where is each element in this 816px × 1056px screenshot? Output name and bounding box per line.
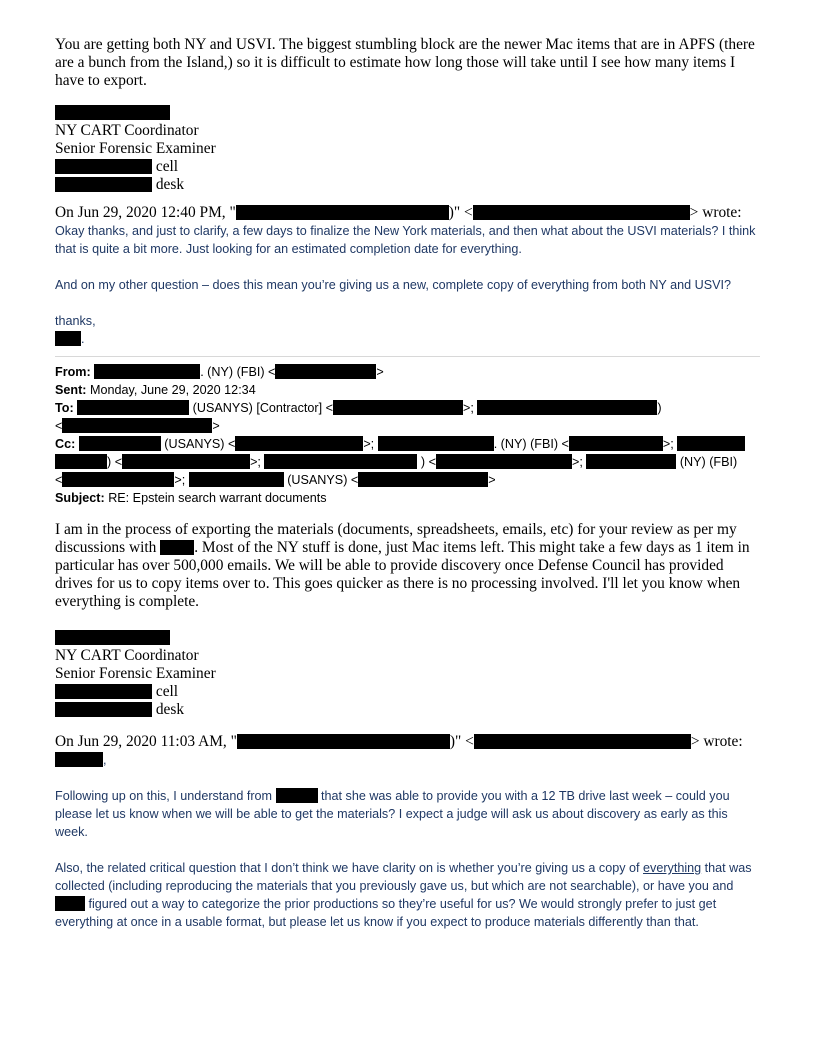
cc-org: (NY) (FBI) xyxy=(679,455,738,469)
redaction xyxy=(473,205,690,220)
cc-org: (USANYS) < xyxy=(287,473,359,487)
cc-line-cont xyxy=(55,471,760,489)
quoted-message xyxy=(55,222,760,348)
redaction xyxy=(62,418,212,433)
to-org: (USANYS) [Contractor] < xyxy=(192,401,333,415)
body-text: . Most of the NY stuff is done, just Mac items left. This might take a few days as 1 item in particular has over 500,000 emails. We will be able to provide discovery once Defense Council has provided drives for us to copy items over to. This goes quicker as there is no processing involved. I'll let you know when everything is complete. xyxy=(55,539,750,610)
quoted-header-suffix: > wrote: xyxy=(690,733,743,750)
signature-subtitle: Senior Forensic Examiner xyxy=(55,665,216,682)
redaction xyxy=(333,400,463,415)
quoted-header-prefix: On Jun 29, 2020 11:03 AM, " xyxy=(55,733,237,750)
redaction xyxy=(77,400,189,415)
phone-label-cell: cell xyxy=(155,158,179,175)
cc-open: ) < xyxy=(107,455,123,469)
quoted-text: Also, the related critical question that I don’t think we have clarity on is whether you’re giving us a copy of xyxy=(55,861,644,875)
quoted-header xyxy=(55,204,760,222)
subject-label: Subject: xyxy=(55,491,105,505)
from-label: From: xyxy=(55,365,91,379)
quoted-header-suffix: > wrote: xyxy=(689,204,742,221)
redaction xyxy=(55,896,85,911)
underlined-word: everything xyxy=(643,861,702,875)
redaction xyxy=(79,436,161,451)
from-text: . (NY) (FBI) < xyxy=(200,365,276,379)
redaction xyxy=(55,105,170,120)
redaction xyxy=(235,436,363,451)
body-paragraph xyxy=(55,521,760,611)
quoted-paragraph: Okay thanks, and just to clarify, a few days to finalize the New York materials, and then what about the USVI materials? I think that is quite a bit more. Just looking for an estimated completion date for everything. xyxy=(55,224,756,256)
sent-label: Sent: xyxy=(55,383,87,397)
phone-label-desk: desk xyxy=(155,176,185,193)
quoted-closing: thanks, xyxy=(55,314,96,328)
redaction xyxy=(569,436,663,451)
redaction xyxy=(236,205,449,220)
from-line xyxy=(55,363,760,381)
subject-value: RE: Epstein search warrant documents xyxy=(108,491,327,505)
quoted-text: that she was able to provide you with a 12 TB drive last week – could you please let us know when we will be able to get the materials? I expect a judge will ask us about discovery as early as this week. xyxy=(55,789,730,839)
redaction xyxy=(275,364,376,379)
redaction xyxy=(358,472,488,487)
quoted-header xyxy=(55,733,760,751)
quoted-header-mid: )" < xyxy=(449,733,474,750)
redaction xyxy=(55,702,152,717)
phone-label-desk: desk xyxy=(155,701,185,718)
redaction xyxy=(189,472,284,487)
cc-open: < xyxy=(55,473,63,487)
sent-value: Monday, June 29, 2020 12:34 xyxy=(89,383,256,397)
redaction xyxy=(474,734,691,749)
cc-separator: >; xyxy=(174,473,186,487)
email-headers xyxy=(55,363,760,507)
quoted-text: figured out a way to categorize the prior productions so they’re useful for us? We would strongly prefer to just get everything at once in a usable format, but please let us know if you expect to produce materials differently than that. xyxy=(55,897,717,929)
salutation xyxy=(55,751,760,769)
cc-open: ) < xyxy=(420,455,436,469)
cc-close: > xyxy=(488,473,496,487)
cc-separator: >; xyxy=(662,437,674,451)
quoted-text: Following up on this, I understand from xyxy=(55,789,276,803)
signoff-punctuation: . xyxy=(81,332,85,346)
salutation-comma: , xyxy=(103,753,107,767)
redaction xyxy=(55,454,107,469)
cc-separator: >; xyxy=(571,455,583,469)
cc-org: (USANYS) < xyxy=(164,437,236,451)
subject-line xyxy=(55,489,760,507)
signature-title: NY CART Coordinator xyxy=(55,647,199,664)
redaction xyxy=(477,400,657,415)
redaction xyxy=(586,454,676,469)
redaction xyxy=(160,540,194,555)
to-close: > xyxy=(212,419,220,433)
quoted-text: that was collected (including reproducing the materials that you previously gave us, but which are not searchable), or have you and xyxy=(55,861,752,893)
body-text: I am in the process of exporting the materials (documents, spreadsheets, emails, etc) for your review as per my discussions with xyxy=(55,521,737,556)
cc-line-cont xyxy=(55,453,760,471)
phone-label-cell: cell xyxy=(155,683,179,700)
cc-separator: >; xyxy=(250,455,261,469)
intro-paragraph: You are getting both NY and USVI. The biggest stumbling block are the newer Mac items that are in APFS (there are a bunch from the Island,) so it is difficult to estimate how long those will take until I see how many items I have to export. xyxy=(55,36,755,89)
redaction xyxy=(677,436,745,451)
cc-org: . (NY) (FBI) < xyxy=(493,437,569,451)
from-close: > xyxy=(376,365,384,379)
to-open: < xyxy=(55,419,63,433)
to-line xyxy=(55,399,760,417)
signature-block xyxy=(55,629,760,719)
quoted-paragraph xyxy=(55,787,760,841)
redaction xyxy=(55,630,170,645)
cc-line xyxy=(55,435,760,453)
to-line-cont xyxy=(55,417,760,435)
redaction xyxy=(55,159,152,174)
quoted-message xyxy=(55,787,760,931)
redaction xyxy=(276,788,318,803)
signature-subtitle: Senior Forensic Examiner xyxy=(55,140,216,157)
redaction xyxy=(264,454,417,469)
quoted-header-mid: )" < xyxy=(448,204,473,221)
redaction xyxy=(436,454,572,469)
redaction xyxy=(122,454,250,469)
sent-line xyxy=(55,381,760,399)
divider xyxy=(55,356,760,357)
signature-block xyxy=(55,104,760,194)
quoted-header-prefix: On Jun 29, 2020 12:40 PM, " xyxy=(55,204,236,221)
quoted-paragraph: And on my other question – does this mean you’re giving us a new, complete copy of everything from both NY and USVI? xyxy=(55,278,732,292)
to-paren: ) xyxy=(657,401,662,415)
cc-label: Cc: xyxy=(55,437,76,451)
redaction xyxy=(237,734,450,749)
redaction xyxy=(62,472,174,487)
cc-separator: >; xyxy=(363,437,375,451)
to-separator: >; xyxy=(462,401,474,415)
signature-title: NY CART Coordinator xyxy=(55,122,199,139)
redaction xyxy=(378,436,494,451)
to-label: To: xyxy=(55,401,74,415)
redaction xyxy=(94,364,200,379)
redaction xyxy=(55,752,103,767)
redaction xyxy=(55,684,152,699)
redaction xyxy=(55,177,152,192)
quoted-paragraph xyxy=(55,859,760,931)
redaction xyxy=(55,331,81,346)
